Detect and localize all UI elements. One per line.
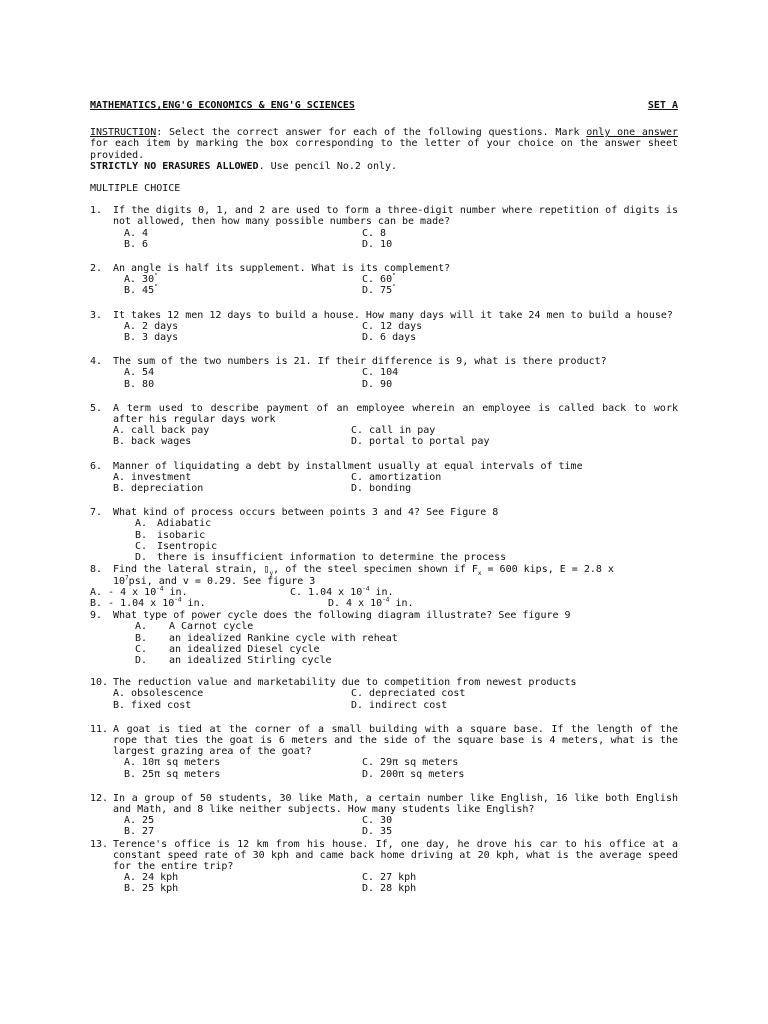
choice-d: D. 6 days xyxy=(362,332,417,344)
question-text: It takes 12 men 12 days to build a house. How many days will it take 24 men to build a house? xyxy=(113,309,673,321)
choice-c: C. 1.04 x $10^{-4}$ in. xyxy=(290,585,394,598)
section-title: MULTIPLE CHOICE xyxy=(90,183,181,195)
subject-title: MATHEMATICS,ENG'G ECONOMICS & ENG'G SCIENCES xyxy=(90,100,355,111)
instruction-block xyxy=(90,127,678,172)
choice-b: B. isobaric xyxy=(135,529,206,541)
choice-d: D. an idealized Stirling cycle xyxy=(135,654,332,666)
choice-c: C. depreciated cost xyxy=(351,688,466,700)
choice-c: C. call in pay xyxy=(351,425,436,437)
choice-a: A. obsolescence xyxy=(113,688,204,700)
choice-d: D. 200π sq meters xyxy=(362,768,465,780)
question-number: 11. xyxy=(90,723,109,735)
choices xyxy=(113,688,678,710)
question-5 xyxy=(90,403,678,448)
question-2 xyxy=(90,263,678,297)
choice-a: A. Adiabatic xyxy=(135,518,212,530)
choice-b: B. 3 days xyxy=(124,332,179,344)
choice-c: C. 30 xyxy=(362,815,393,827)
question-11 xyxy=(90,724,678,780)
question-number: 6. xyxy=(90,460,103,472)
choices xyxy=(113,274,678,296)
choices xyxy=(113,228,678,250)
choice-d: D. portal to portal pay xyxy=(351,436,490,448)
degree-symbol: ° xyxy=(154,284,158,292)
choices xyxy=(113,321,678,343)
choices xyxy=(113,472,678,494)
choice-c: C. amortization xyxy=(351,471,442,483)
choice-b: B. 45° xyxy=(124,284,158,297)
choices xyxy=(113,518,678,563)
degree-symbol: ° xyxy=(154,272,158,280)
question-text: If the digits 0, 1, and 2 are used to form a three-digit number where repetition of digits is not allowed, then how many possible numbers can be made? xyxy=(113,205,678,228)
choice-a: A. - 4 x $10^{-4}$ in. xyxy=(90,585,188,598)
choice-c: C. Isentropic xyxy=(135,540,218,552)
choice-c: C. 12 days xyxy=(362,320,423,332)
instruction-label: INSTRUCTION xyxy=(90,127,157,139)
choice-b: B. 25π sq meters xyxy=(124,768,221,780)
choice-b: B. 27 xyxy=(124,826,155,838)
question-text: The sum of the two numbers is 21. If their difference is 9, what is there product? xyxy=(113,356,607,368)
question-text: The reduction value and marketability due to competition from newest products xyxy=(113,677,577,689)
question-number: 10. xyxy=(90,677,109,689)
instruction-text-a: : Select the correct answer for each of the following questions. Mark xyxy=(156,127,587,139)
choice-d: D. 90 xyxy=(362,378,393,390)
question-number: 9. xyxy=(90,610,103,622)
pencil-notice: . Use pencil No.2 only. xyxy=(258,160,398,172)
choice-b: B. an idealized Rankine cycle with reheat xyxy=(135,632,398,644)
choice-c: C. an idealized Diesel cycle xyxy=(135,643,320,655)
question-number: 13. xyxy=(90,838,109,850)
choice-d: D. there is insufficient information to determine the process xyxy=(135,552,507,564)
strain-symbol: ▯ xyxy=(263,564,270,576)
choice-d: D. bonding xyxy=(351,483,412,495)
question-text: What kind of process occurs between points 3 and 4? See Figure 8 xyxy=(113,507,499,519)
question-1 xyxy=(90,205,678,250)
choice-b: B. 25 kph xyxy=(124,883,179,895)
no-erasures-notice: STRICTLY NO ERASURES ALLOWED xyxy=(90,160,259,172)
question-number: 8. xyxy=(90,564,103,576)
choice-d: D. 28 kph xyxy=(362,883,417,895)
choice-c: C. 60° xyxy=(362,272,396,286)
choices xyxy=(113,757,678,779)
choice-d: D. 35 xyxy=(362,826,393,838)
choice-a: A. 25 xyxy=(124,815,155,827)
question-9 xyxy=(90,610,678,666)
choice-b: B. depreciation xyxy=(113,483,204,495)
question-13 xyxy=(90,839,678,895)
choice-a: A. 24 kph xyxy=(124,872,179,884)
question-number: 12. xyxy=(90,792,109,804)
choice-a: A. 30° xyxy=(124,272,158,286)
choice-d: D. 10 xyxy=(362,238,393,250)
choice-b: B. fixed cost xyxy=(113,699,192,711)
choice-a: A. 54 xyxy=(124,367,155,379)
question-3 xyxy=(90,310,678,344)
exam-header xyxy=(90,100,678,111)
set-label: SET A xyxy=(647,100,678,111)
choices xyxy=(113,621,678,666)
question-text: Find the lateral strain, $▯_y$, of the steel specimen shown if $F_x = 600$ kips, E = 2.8 x $10^7psi$, and v = 0.29. See figure 3 xyxy=(113,564,614,587)
question-number: 2. xyxy=(90,263,103,275)
choice-b: B. - 1.04 x $10^{-4}$ in. xyxy=(90,596,206,609)
degree-symbol: ° xyxy=(392,272,396,280)
question-text: Manner of liquidating a debt by installment usually at equal intervals of time xyxy=(113,460,583,472)
question-text: What type of power cycle does the following diagram illustrate? See figure 9 xyxy=(113,610,571,622)
choice-a: A. call back pay xyxy=(113,425,210,437)
question-8 xyxy=(90,564,678,609)
choice-c: C. 8 xyxy=(362,227,387,239)
choice-a: A. 10π sq meters xyxy=(124,757,221,769)
choices xyxy=(113,872,678,894)
choice-c: C. 27 kph xyxy=(362,872,417,884)
choice-a: A. investment xyxy=(113,471,192,483)
question-number: 1. xyxy=(90,205,103,217)
choice-b: B. 80 xyxy=(124,378,155,390)
degree-symbol: ° xyxy=(392,284,396,292)
question-number: 4. xyxy=(90,356,103,368)
question-number: 3. xyxy=(90,309,103,321)
question-10 xyxy=(90,677,678,711)
question-4 xyxy=(90,356,678,390)
question-7 xyxy=(90,507,678,563)
choice-a: A. 2 days xyxy=(124,320,179,332)
choices xyxy=(113,815,678,837)
choices xyxy=(90,587,678,609)
choices xyxy=(113,367,678,389)
question-text: A goat is tied at the corner of a small building with a square base. If the length of the rope that ties the goat is 6 meters and the side of the square base is 4 meters, what is the largest grazing area of the goat? xyxy=(113,723,678,758)
question-6 xyxy=(90,461,678,495)
choice-a: A. A Carnot cycle xyxy=(135,621,254,633)
choices xyxy=(113,425,678,447)
question-12 xyxy=(90,793,678,838)
question-text: Terence's office is 12 km from his house. If, one day, he drove his car to his office at a constant speed rate of 30 kph and came back home driving at 20 kph, what is the average speed for the entire trip? xyxy=(113,838,678,872)
instruction-emphasis: only one answer xyxy=(586,127,679,139)
question-number: 7. xyxy=(90,507,103,519)
choice-d: D. indirect cost xyxy=(351,699,448,711)
choice-d: D. 4 x $10^{-4}$ in. xyxy=(328,596,414,609)
question-text: In a group of 50 students, 30 like Math, a certain number like English, 16 like both English and Math, and 8 like neither subjects. How many students like English? xyxy=(113,792,678,815)
choice-d: D. 75° xyxy=(362,284,396,297)
choice-c: C. 104 xyxy=(362,367,399,379)
exam-page xyxy=(90,100,678,895)
choice-b: B. back wages xyxy=(113,436,192,448)
instruction-text-b: for each item by marking the box corresponding to the letter of your choice on the answer sheet provided. xyxy=(90,138,678,161)
choice-b: B. 6 xyxy=(124,238,149,250)
question-text: An angle is half its supplement. What is its complement? xyxy=(113,263,451,275)
question-text: A term used to describe payment of an employee wherein an employee is called back to work after his regular days work xyxy=(113,402,678,426)
question-number: 5. xyxy=(90,402,103,414)
choice-a: A. 4 xyxy=(124,227,149,239)
choice-c: C. 29π sq meters xyxy=(362,757,459,769)
